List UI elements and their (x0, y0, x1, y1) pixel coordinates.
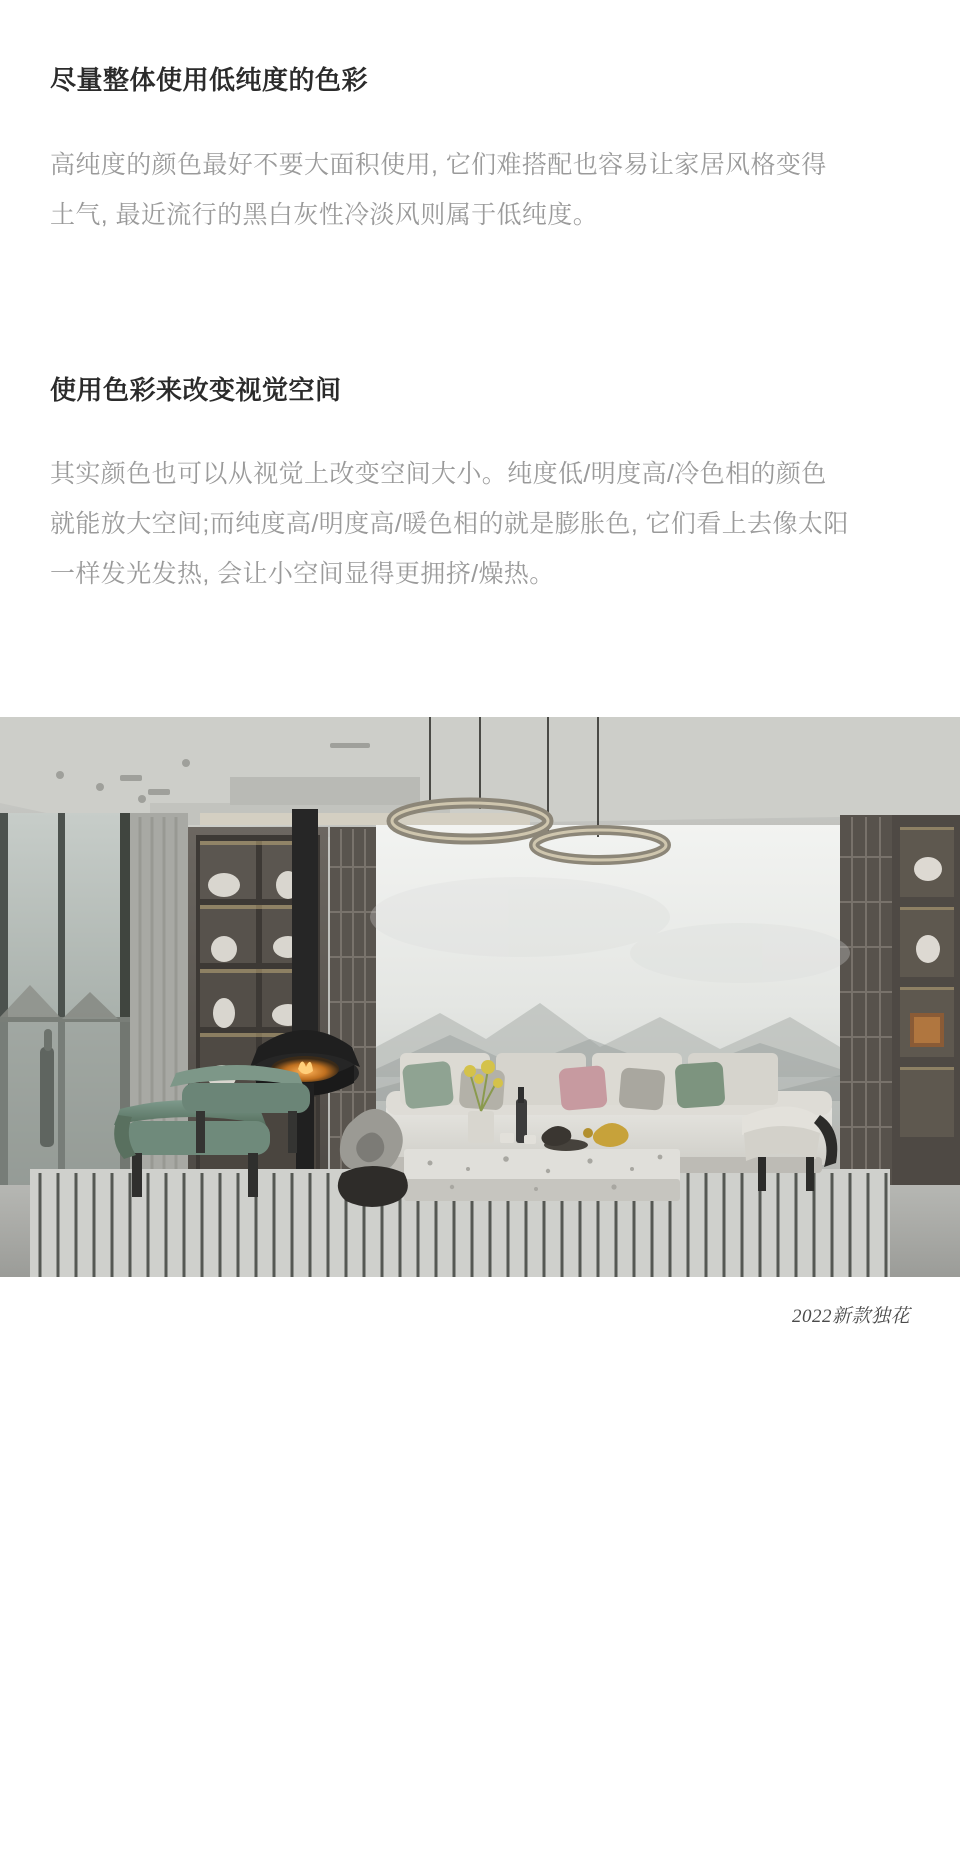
section-paragraph: 高纯度的颜色最好不要大面积使用, 它们难搭配也容易让家居风格变得土气, 最近流行的黑白灰性冷淡风则属于低纯度。 (50, 151, 827, 230)
section-low-saturation (50, 0, 910, 240)
section-color-space (50, 240, 910, 598)
section-heading: 使用色彩来改变视觉空间 (50, 375, 342, 406)
section-heading-wrap (50, 0, 910, 98)
article-content (0, 0, 960, 599)
section-heading-wrap (50, 240, 910, 408)
figure-caption: 2022新款独花 (791, 1305, 910, 1327)
section-body-wrap (50, 409, 850, 599)
figure-caption-row (0, 1277, 960, 1354)
interior-photo (0, 717, 960, 1277)
section-heading: 尽量整体使用低纯度的色彩 (50, 65, 369, 95)
section-body-wrap (50, 98, 840, 240)
section-paragraph: 其实颜色也可以从视觉上改变空间大小。纯度低/明度高/冷色相的颜色就能放大空间;而纯度高/明度高/暖色相的就是膨胀色, 它们看上去像太阳一样发光发热, 会让小空间显得更拥挤/燥热。 (50, 459, 849, 588)
interior-figure (0, 717, 960, 1354)
